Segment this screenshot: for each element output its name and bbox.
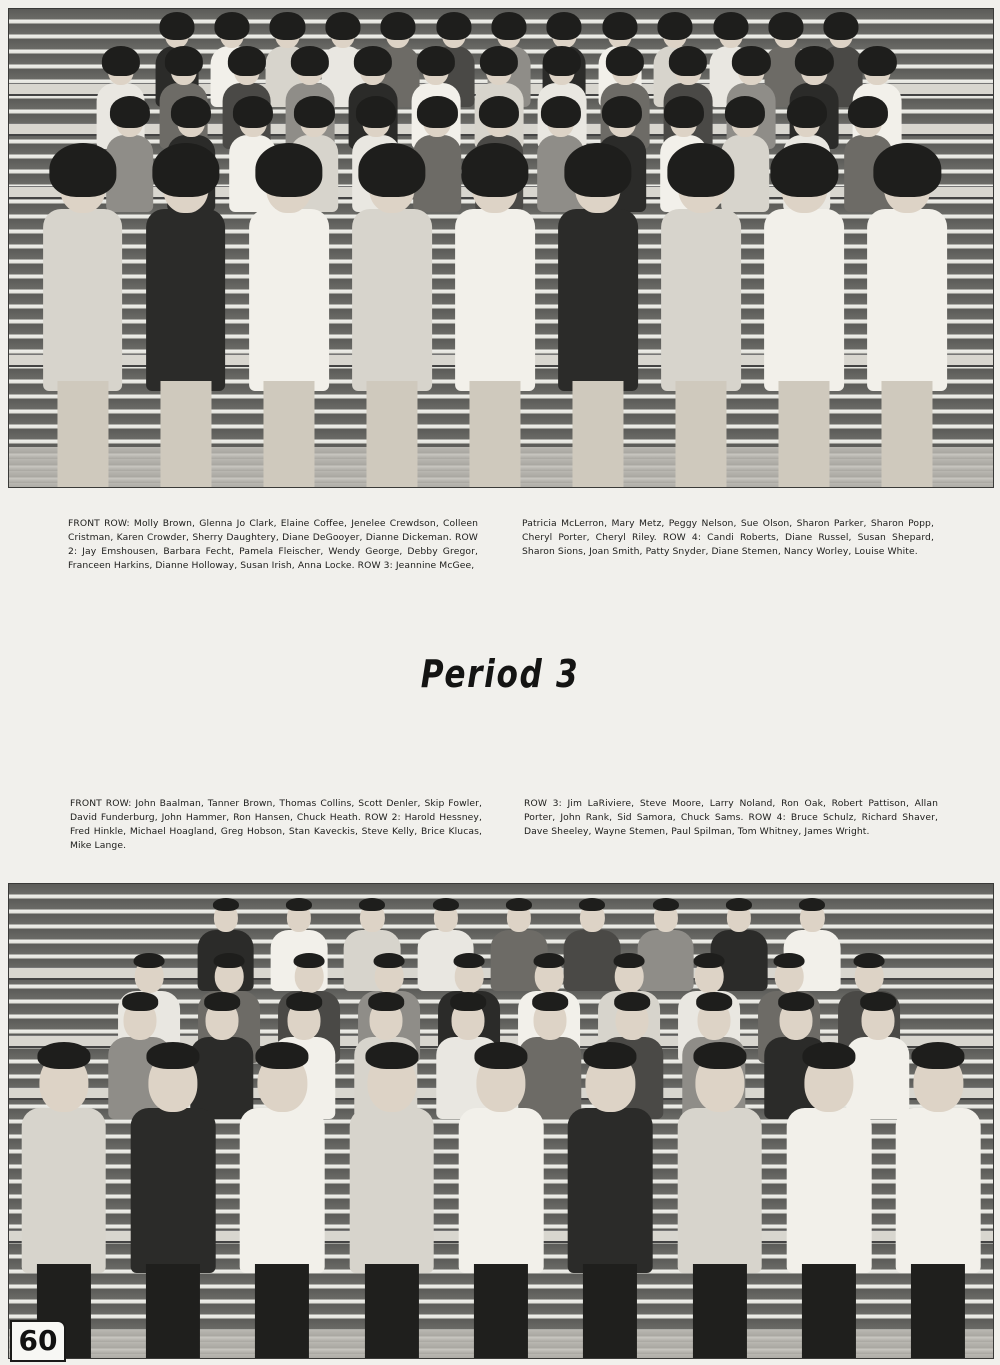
student-figure — [242, 149, 335, 479]
student-figure — [670, 1044, 768, 1344]
student-figure — [139, 149, 232, 479]
student-figure — [561, 1044, 659, 1344]
caption-boys-left: FRONT ROW: John Baalman, Tanner Brown, Thomas Collins, Scott Denler, Skip Fowler, David Funderburg, John Hammer, Ron Hansen, Chuck Heath. ROW 2: Harold Hessney, Fred Hinkle, Michael Hoagland, Greg Hobson, Stan Kaveckis, Steve Kelly, Brice Klucas, Mike Lange. — [70, 798, 482, 851]
student-figure — [124, 1044, 222, 1344]
group-photo-girls — [8, 8, 994, 488]
student-figure — [342, 1044, 440, 1344]
student-figure — [233, 1044, 331, 1344]
caption-girls-left: FRONT ROW: Molly Brown, Glenna Jo Clark, Elaine Coffee, Jenelee Crewdson, Colleen Cristman, Karen Crowder, Sherry Daughtery, Diane DeGooyer, Dianne Dickeman. ROW 2: Jay Emshousen, Barbara Fecht, Pamela Fleischer, Wendy George, Debby Gregor, Franceen Harkins, Dianne Holloway, Susan Irish, Anna Locke. ROW 3: Jeannine McGee, — [68, 518, 478, 571]
student-figure — [889, 1044, 987, 1344]
student-figure — [345, 149, 438, 479]
student-figure — [758, 149, 851, 479]
page-number: 60 — [10, 1320, 66, 1362]
section-heading: Period 3 — [420, 652, 580, 696]
student-figure — [861, 149, 954, 479]
student-figure — [452, 1044, 550, 1344]
student-figure — [552, 149, 645, 479]
student-figure — [14, 1044, 112, 1344]
student-figure — [780, 1044, 878, 1344]
caption-girls-right: Patricia McLerron, Mary Metz, Peggy Nelson, Sue Olson, Sharon Parker, Sharon Popp, Cheryl Porter, Cheryl Riley. ROW 4: Candi Roberts, Diane Russel, Susan Shepard, Sharon Sions, Joan Smith, Patty Snyder, Diane Stemen, Nancy Worley, Louise White. — [522, 518, 934, 557]
student-figure — [655, 149, 748, 479]
student-figure — [36, 149, 129, 479]
group-photo-boys — [8, 883, 994, 1359]
caption-boys-right: ROW 3: Jim LaRiviere, Steve Moore, Larry Noland, Ron Oak, Robert Pattison, Allan Porter, John Rank, Sid Samora, Chuck Sams. ROW 4: Bruce Schulz, Richard Shaver, Dave Sheeley, Wayne Stemen, Paul Spilman, Tom Whitney, James Wright. — [524, 798, 938, 837]
student-figure — [449, 149, 542, 479]
